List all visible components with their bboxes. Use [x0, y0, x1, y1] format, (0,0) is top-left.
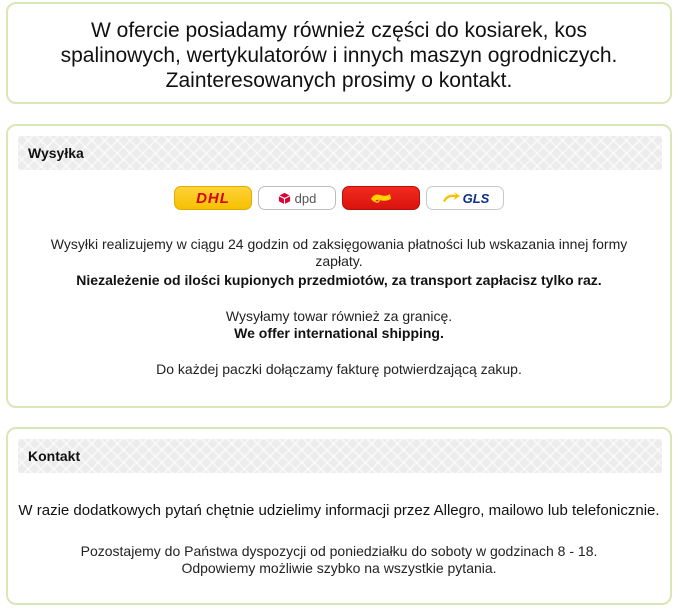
post-horn-icon	[368, 190, 394, 206]
single-shipping-cost-text: Niezależenie od ilości kupionych przedmiotów, za transport zapłacisz tylko raz.	[76, 272, 602, 288]
shipping-header-label: Wysyłka	[28, 145, 84, 161]
carrier-logos	[8, 186, 670, 210]
shipping-header	[18, 136, 662, 170]
shipping-time-text: Wysyłki realizujemy w ciągu 24 godzin od zaksięgowania płatności lub wskazania innej formy zapłaty.	[50, 236, 628, 269]
response-text: Odpowiemy możliwie szybko na wszystkie pytania.	[181, 560, 497, 576]
gls-logo-text: GLS	[462, 190, 490, 206]
contact-header-label: Kontakt	[28, 448, 81, 464]
intro-box	[6, 2, 672, 104]
contact-info-text: W razie dodatkowych pytań chętnie udzielimy informacji przez Allegro, mailowo lub telefonicznie.	[18, 502, 660, 519]
invoice-text: Do każdej paczki dołączamy fakturę potwierdzającą zakup.	[156, 361, 522, 377]
dpd-logo-text: dpd	[294, 190, 317, 206]
gls-logo	[426, 186, 504, 210]
gls-arrow-icon	[441, 191, 461, 205]
poczta-polska-logo	[342, 186, 420, 210]
international-shipping-en-text: We offer international shipping.	[234, 325, 444, 341]
dpd-logo	[258, 186, 336, 210]
dpd-cube-icon	[278, 192, 291, 205]
availability-text: Pozostajemy do Państwa dyspozycji od poniedziałku do soboty w godzinach 8 - 18.	[80, 543, 598, 559]
international-shipping-pl-text: Wysyłamy towar również za granicę.	[225, 308, 453, 324]
dhl-logo-text: DHL	[196, 189, 230, 207]
intro-text: W ofercie posiadamy również części do kosiarek, kos spalinowych, wertykulatorów i innych maszyn ogrodniczych. Zainteresowanych prosimy o kontakt.	[60, 19, 618, 92]
contact-section	[6, 427, 672, 605]
dhl-logo	[174, 186, 252, 210]
contact-header	[18, 439, 662, 473]
shipping-section	[6, 124, 672, 408]
